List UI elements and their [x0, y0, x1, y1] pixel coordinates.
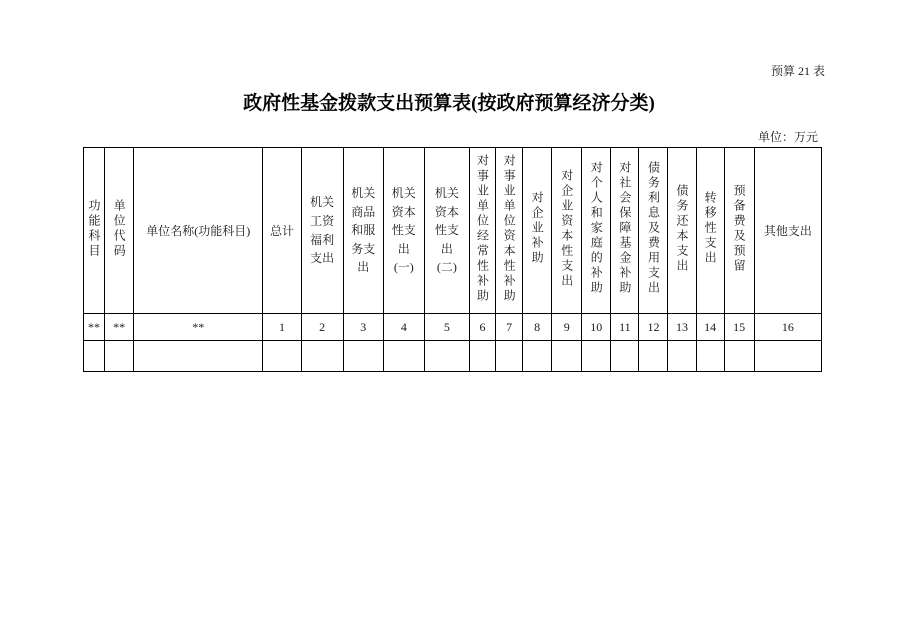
col-header-label: 其他支出	[763, 224, 812, 238]
empty-cell	[611, 341, 639, 372]
col-header-enterprise-capital	[552, 148, 582, 314]
empty-cell	[263, 341, 301, 372]
column-code-cell: **	[84, 314, 105, 341]
col-header-agency-goods-services	[343, 148, 383, 314]
col-header-unit-code	[105, 148, 134, 314]
column-code-cell: 9	[552, 314, 582, 341]
col-header-label: 转移性支出	[703, 191, 718, 266]
col-header-institution-capital-subsidy	[496, 148, 523, 314]
col-header-transfer-expenditure	[696, 148, 724, 314]
col-header-debt-principal	[668, 148, 696, 314]
col-header-label: 对企业补助	[530, 191, 545, 266]
column-code-cell: 13	[668, 314, 696, 341]
col-header-label: 对事业单位经常性补助	[475, 153, 490, 304]
col-header-label: 功能科目	[87, 198, 102, 259]
unit-note: 单位：万元	[757, 130, 818, 144]
column-code-cell: 2	[301, 314, 343, 341]
empty-cell	[668, 341, 696, 372]
empty-cell	[383, 341, 424, 372]
column-code-cell: 3	[343, 314, 383, 341]
empty-cell	[696, 341, 724, 372]
col-header-reserve-funds	[724, 148, 754, 314]
column-code-cell: 5	[424, 314, 469, 341]
col-header-agency-capital-1	[383, 148, 424, 314]
column-code-cell: **	[105, 314, 134, 341]
col-header-institution-recurrent-subsidy	[469, 148, 495, 314]
col-header-agency-capital-2	[424, 148, 469, 314]
column-code-cell: 14	[696, 314, 724, 341]
column-code-cell: 10	[582, 314, 611, 341]
col-header-label: 机关商品和服务支出	[351, 186, 376, 275]
empty-cell	[343, 341, 383, 372]
empty-cell	[523, 341, 552, 372]
column-code-cell: 12	[639, 314, 668, 341]
col-header-label: 对事业单位资本性补助	[502, 153, 517, 304]
budget-table	[83, 147, 822, 372]
col-header-label: 机关工资福利支出	[310, 195, 335, 266]
empty-cell	[552, 341, 582, 372]
empty-cell	[301, 341, 343, 372]
col-header-agency-wages-welfare	[301, 148, 343, 314]
empty-cell	[84, 341, 105, 372]
col-header-label: 单位代码	[112, 198, 127, 259]
column-code-cell: 15	[724, 314, 754, 341]
empty-cell	[105, 341, 134, 372]
col-header-label: 对个人和家庭的补助	[589, 161, 604, 296]
col-header-label: 对企业资本性支出	[559, 168, 574, 289]
col-header-other-expenditure	[754, 148, 821, 314]
header-row	[84, 148, 822, 314]
column-code-row	[84, 314, 822, 341]
empty-cell	[469, 341, 495, 372]
empty-cell	[639, 341, 668, 372]
col-header-label: 机关资本性支出(一)	[391, 186, 416, 275]
col-header-label: 总计	[270, 224, 295, 238]
empty-cell	[424, 341, 469, 372]
col-header-functional-subject	[84, 148, 105, 314]
col-header-social-security-subsidy	[611, 148, 639, 314]
column-code-cell: 16	[754, 314, 821, 341]
empty-cell	[754, 341, 821, 372]
col-header-debt-interest-fees	[639, 148, 668, 314]
column-code-cell: 8	[523, 314, 552, 341]
column-code-cell: 1	[263, 314, 301, 341]
col-header-unit-name	[134, 148, 263, 314]
col-header-label: 债务利息及费用支出	[646, 161, 661, 296]
page-title: 政府性基金拨款支出预算表(按政府预算经济分类)	[243, 93, 655, 114]
empty-cell	[582, 341, 611, 372]
col-header-grand-total	[263, 148, 301, 314]
col-header-individual-family-subsidy	[582, 148, 611, 314]
empty-cell	[496, 341, 523, 372]
column-code-cell: 4	[383, 314, 424, 341]
column-code-cell: **	[134, 314, 263, 341]
sheet-number-tag: 预算 21 表	[770, 64, 825, 78]
empty-cell	[134, 341, 263, 372]
empty-cell	[724, 341, 754, 372]
col-header-label: 单位名称(功能科目)	[146, 224, 251, 238]
col-header-enterprise-subsidy	[523, 148, 552, 314]
col-header-label: 预备费及预留	[732, 183, 747, 274]
col-header-label: 债务还本支出	[675, 183, 690, 274]
empty-data-row	[84, 341, 822, 372]
column-code-cell: 7	[496, 314, 523, 341]
column-code-cell: 11	[611, 314, 639, 341]
col-header-label: 对社会保障基金补助	[617, 161, 632, 296]
col-header-label: 机关资本性支出(二)	[434, 186, 459, 275]
column-code-cell: 6	[469, 314, 495, 341]
